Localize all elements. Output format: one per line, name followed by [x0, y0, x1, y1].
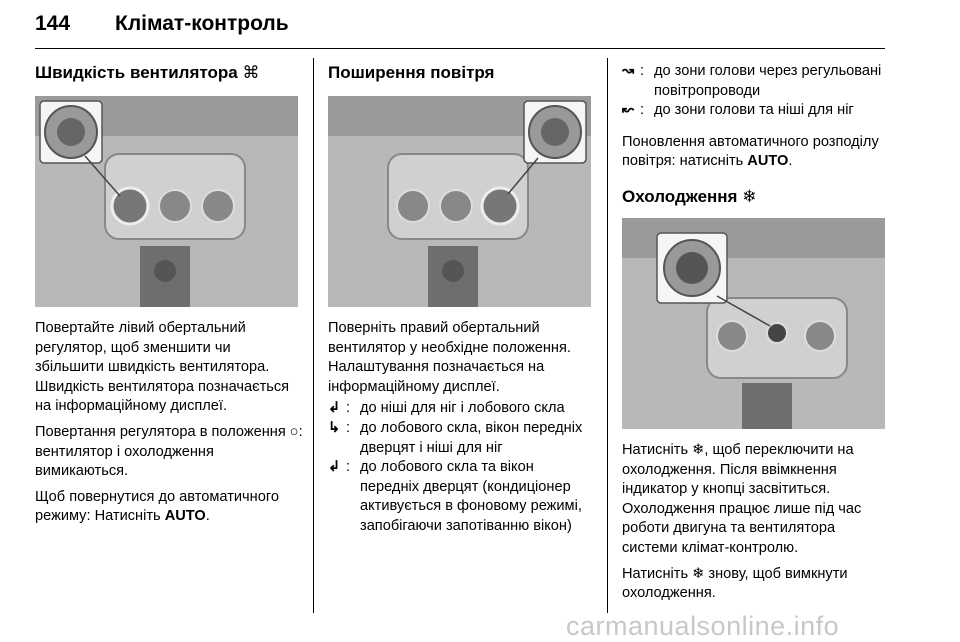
- column-divider-2: [607, 58, 608, 613]
- list-item: ↜ : до зони голови та ніші для ніг: [622, 101, 890, 121]
- cooling-button-photo: [622, 218, 885, 429]
- list-item: ↳ : до лобового скла, вікон передніх дверцят і ніші для ніг: [328, 419, 596, 458]
- snowflake-icon: ❄: [692, 441, 705, 458]
- column-air-distribution: [328, 62, 596, 537]
- snowflake-icon: ❄: [742, 186, 757, 206]
- list-item: ↝ : до зони голови через регульовані повітропроводи: [622, 62, 890, 101]
- watermark: carmanualsonline.info: [566, 611, 840, 641]
- chapter-title: Клімат-контроль: [115, 12, 289, 35]
- windscreen-icon: ↳: [328, 419, 341, 436]
- header-divider: [35, 48, 885, 49]
- section-heading-fan-speed: Швидкість вентилятора ⌘: [35, 63, 260, 82]
- auto-keyword: AUTO: [164, 508, 206, 525]
- windscreen-windows-icon: ↲: [328, 459, 341, 476]
- auto-keyword: AUTO: [747, 153, 789, 170]
- list-item: ↲ : до лобового скла та вікон передніх дверцят (кондиціонер активується в фоновому режимі, запобігаючи запотіванню вікон): [328, 458, 596, 536]
- cooling-paragraph-2: Натисніть ❄ знову, щоб вимкнути охолодження.: [622, 565, 848, 602]
- air-distribution-paragraph: Поверніть правий обертальний вентилятор у необхідне положення. Налаштування позначається на інформаційному дисплеї.: [328, 320, 571, 395]
- fan-paragraph-1: Повертайте лівий обертальний регулятор, щоб зменшити чи збільшити швидкість вентилятора. Швидкість вентилятора позначається на інформаційному дисплеї.: [35, 320, 290, 415]
- auto-distribution-paragraph: Поновлення автоматичного розподілу повітря: натисніть AUTO.: [622, 133, 879, 170]
- list-item: ↲ : до ніші для ніг і лобового скла: [328, 399, 596, 419]
- head-vents-icon: ↝: [622, 63, 635, 79]
- air-distribution-list-continued: [622, 62, 890, 121]
- column-cooling: [622, 62, 890, 604]
- feet-windscreen-icon: ↲: [328, 400, 341, 417]
- fan-knob-photo: [35, 96, 298, 307]
- column-fan-speed: [35, 62, 303, 527]
- section-heading-cooling: Охолодження ❄: [622, 186, 757, 206]
- fan-paragraph-2: Повертання регулятора в положення ○: вентилятор і охолодження вимикаються.: [35, 423, 303, 480]
- column-divider-1: [313, 58, 314, 613]
- page-header: [35, 12, 885, 52]
- page-number: 144: [35, 12, 71, 35]
- fan-paragraph-3: Щоб повернутися до автоматичного режиму: Натисніть AUTO.: [35, 488, 279, 525]
- head-feet-icon: ↜: [622, 102, 635, 119]
- cooling-paragraph-1: Натисніть ❄, щоб переключити на охолодження. Після ввімкнення індикатор у кнопці засвітиться. Охолодження працює лише під час роботи двигуна та вентилятора системи клімат-контролю.: [622, 441, 862, 556]
- air-distribution-knob-photo: [328, 96, 591, 307]
- snowflake-icon: ❄: [692, 565, 705, 582]
- fan-icon: ⌘: [242, 63, 260, 82]
- air-distribution-list: [328, 399, 596, 536]
- section-heading-air-distribution: Поширення повітря: [328, 63, 495, 82]
